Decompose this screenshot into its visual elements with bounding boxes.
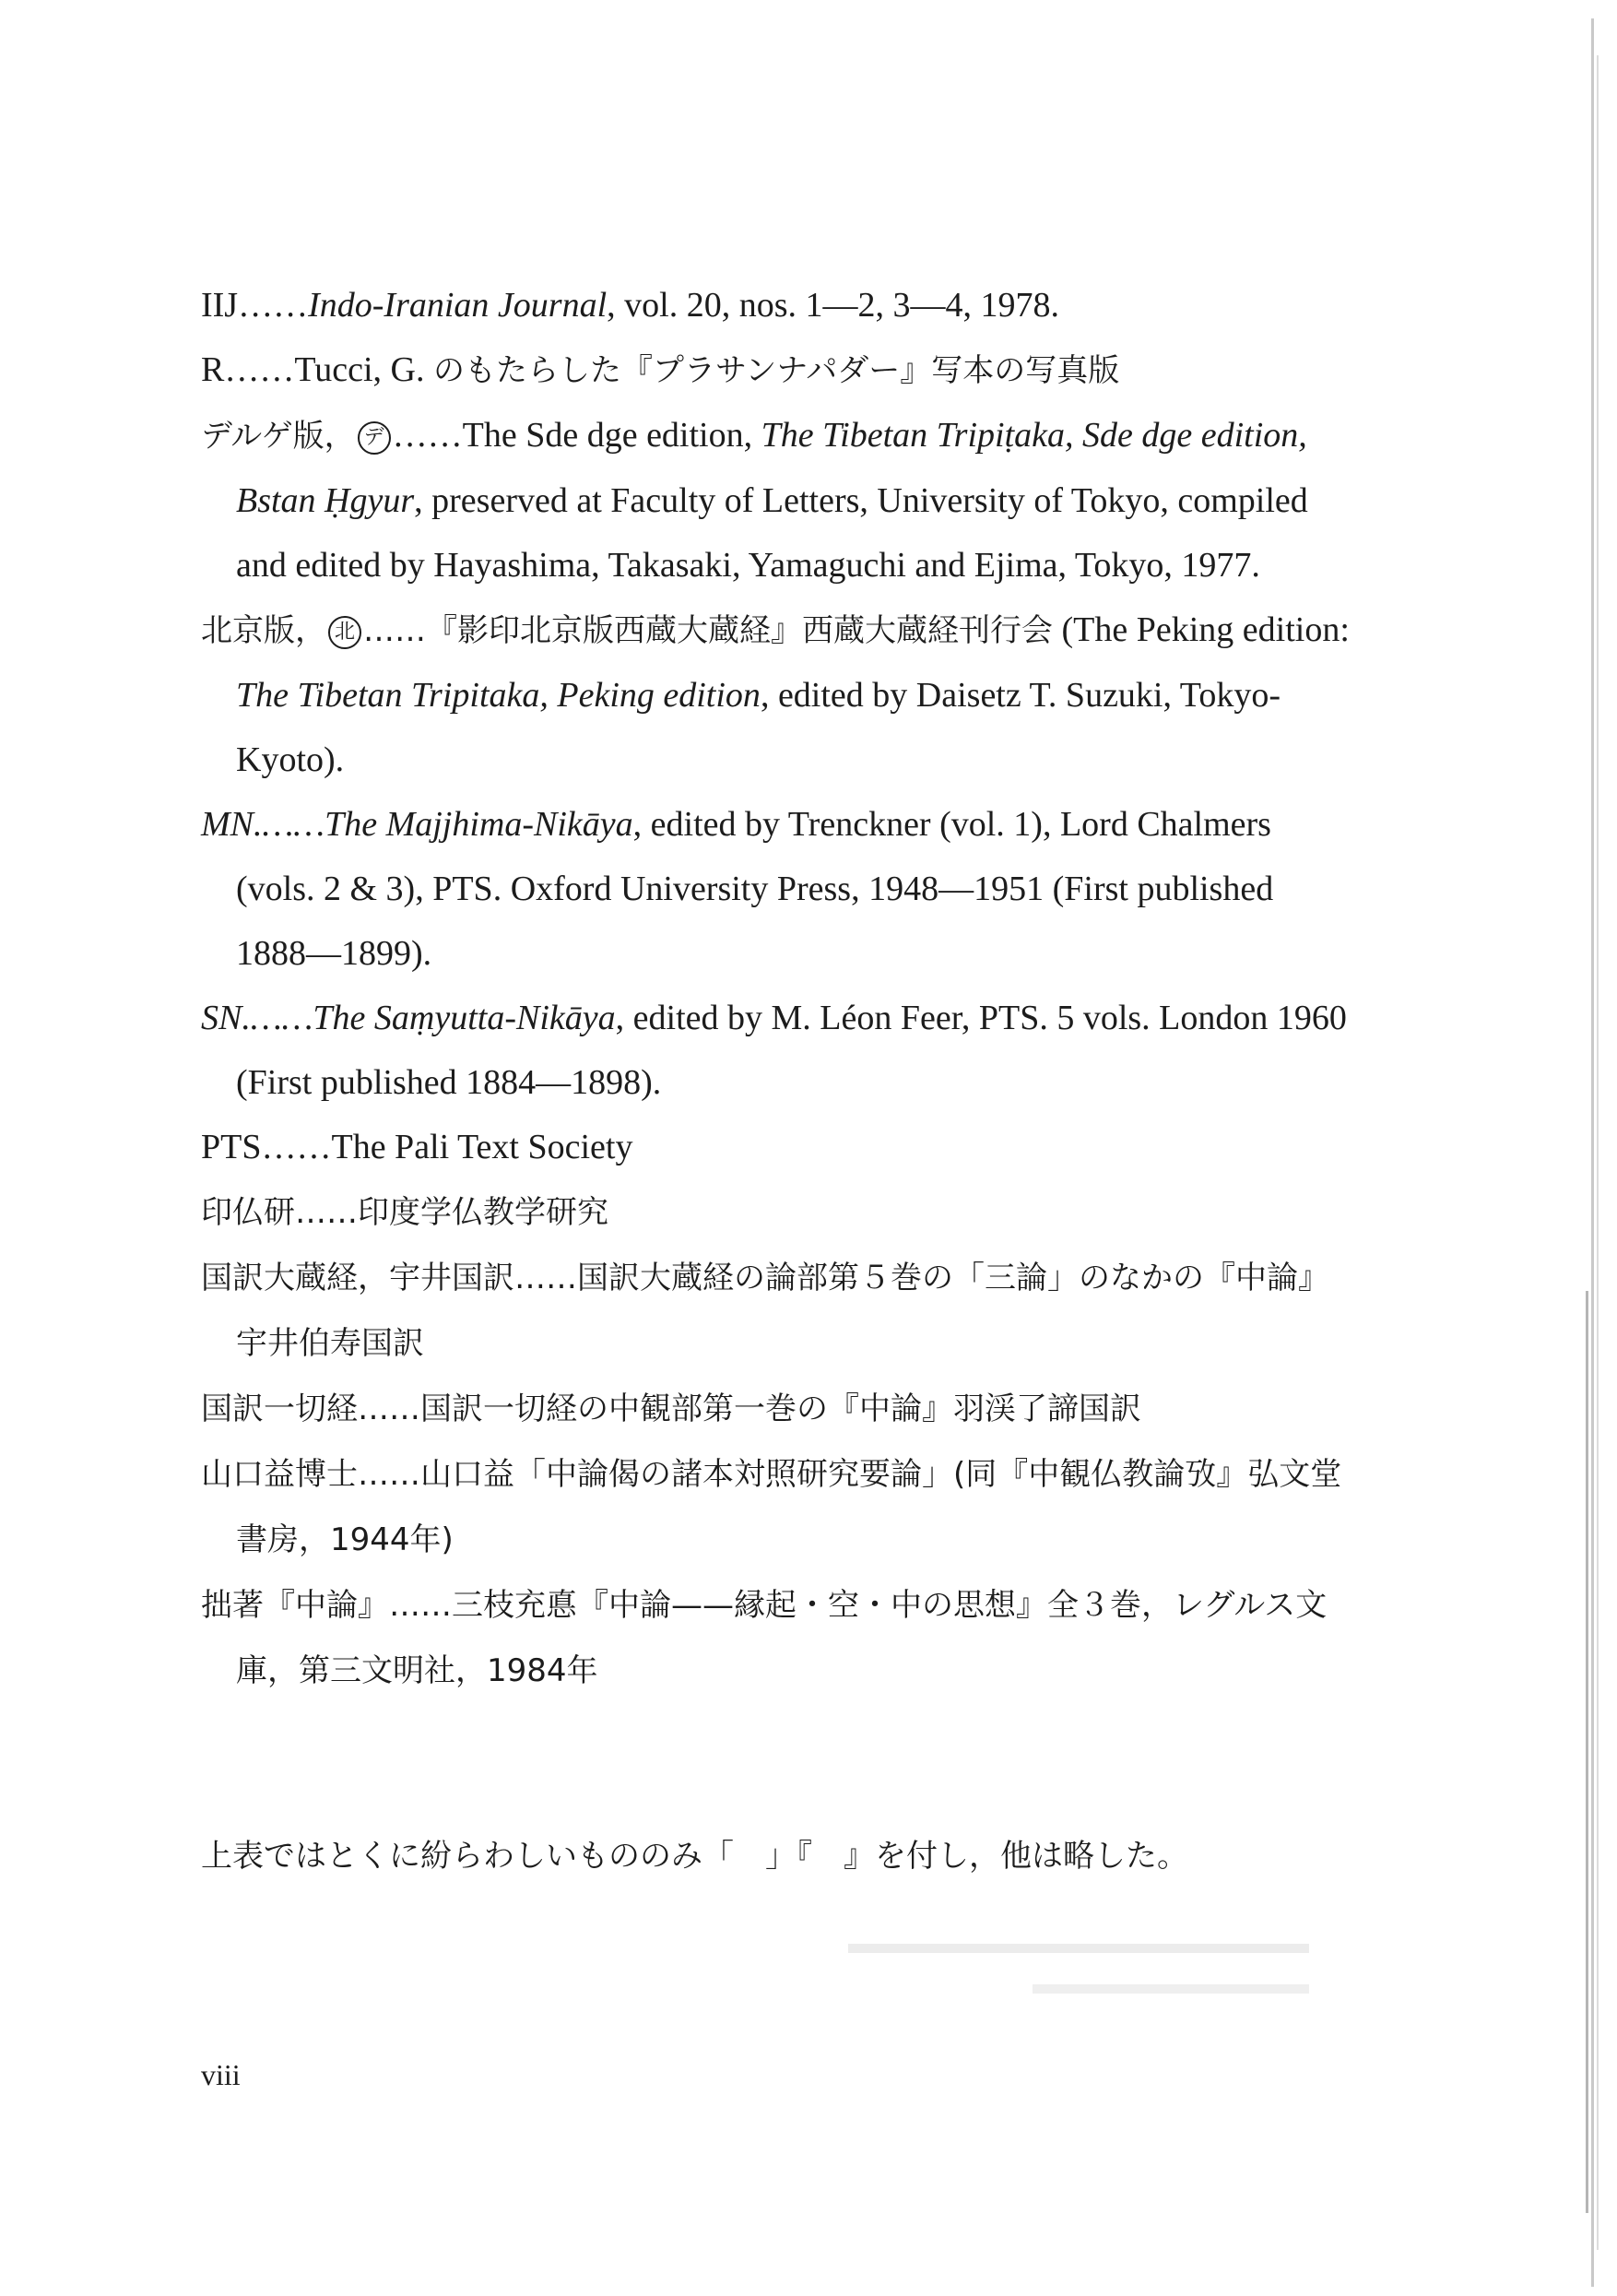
japanese-text: 国訳一切経……国訳一切経の中観部第一巻の『中論』羽渓了諦国訳: [201, 1391, 1141, 1427]
circled-abbreviation-mark: デ: [358, 421, 391, 455]
japanese-text: 北京版，: [201, 612, 326, 649]
scan-edge-shadow: [1578, 0, 1602, 2296]
footnote: 上表ではとくに紛らわしいもののみ「 」『 』を付し，他は略した。: [201, 1840, 1188, 1874]
entry-text: , edited by M. Léon Feer, PTS. 5 vols. London 1960 (First published 1884—1898).: [236, 999, 1347, 1102]
entry-text: , vol. 20, nos. 1—2, 3—4, 1978.: [607, 286, 1059, 325]
japanese-text: デルゲ版，: [201, 418, 356, 455]
entry-text: R……Tucci, G.: [201, 350, 433, 389]
japanese-text: 印仏研……印度学仏教学研究: [201, 1194, 608, 1231]
page-number: viii: [201, 2058, 241, 2091]
entry-text: ……The Sde dge edition,: [392, 416, 761, 455]
abbreviation-entry: [201, 403, 1351, 598]
japanese-text: 拙著『中論』……三枝充悳『中論——縁起・空・中の思想』全３巻，レグルス文庫，第三文明社，1984年: [201, 1587, 1328, 1689]
italic-text: The Tibetan Tripiṭaka, Sde dge edition, Bstan Ḥgyur: [236, 416, 1307, 520]
entry-text: IIJ……: [201, 286, 309, 325]
abbreviation-entry: [201, 1441, 1351, 1572]
japanese-text: 山口益博士……山口益「中論偈の諸本対照研究要論」(同『中観仏教論攷』弘文堂書房，1944年): [201, 1456, 1342, 1558]
abbreviation-entry: [201, 337, 1351, 403]
japanese-text: 国訳大蔵経，宇井国訳……国訳大蔵経の論部第５巻の「三論」のなかの『中論』宇井伯寿国訳: [201, 1260, 1329, 1362]
bleed-through-text: [848, 1936, 1328, 2010]
abbreviation-entry: [201, 1115, 1351, 1179]
japanese-text: ……『影印北京版西蔵大蔵経』西蔵大蔵経刊行会: [363, 612, 1053, 649]
abbreviation-entry: [201, 598, 1351, 792]
abbreviation-entry: [201, 1245, 1351, 1376]
abbreviation-list: [201, 273, 1351, 1703]
circled-abbreviation-mark: 北: [328, 616, 361, 649]
abbreviation-entry: [201, 1376, 1351, 1441]
italic-text: SN.……The Saṃyutta-Nikāya: [201, 999, 616, 1037]
abbreviation-entry: [201, 792, 1351, 986]
entry-text: , edited by Daisetz T. Suzuki, Tokyo-Kyoto).: [236, 676, 1281, 779]
entry-text: (The Peking edition:: [1053, 610, 1350, 649]
italic-text: The Tibetan Tripitaka, Peking edition: [236, 676, 761, 715]
italic-text: MN.……The Majjhima-Nikāya: [201, 805, 633, 844]
entry-text: PTS……The Pali Text Society: [201, 1128, 633, 1166]
abbreviation-entry: [201, 273, 1351, 337]
japanese-text: のもたらした『プラサンナパダー』写本の写真版: [432, 352, 1120, 389]
entry-text: , preserved at Faculty of Letters, University of Tokyo, compiled and edited by Hayashima, Takasaki, Yamaguchi and Ejima, Tokyo, 1977.: [236, 481, 1308, 585]
italic-text: Indo-Iranian Journal: [308, 286, 608, 325]
abbreviation-entry: [201, 1179, 1351, 1245]
abbreviation-entry: [201, 986, 1351, 1115]
abbreviation-entry: [201, 1572, 1351, 1703]
entry-text: , edited by Trenckner (vol. 1), Lord Chalmers (vols. 2 & 3), PTS. Oxford University Press, 1948—1951 (First published 1888—1899).: [236, 805, 1274, 973]
